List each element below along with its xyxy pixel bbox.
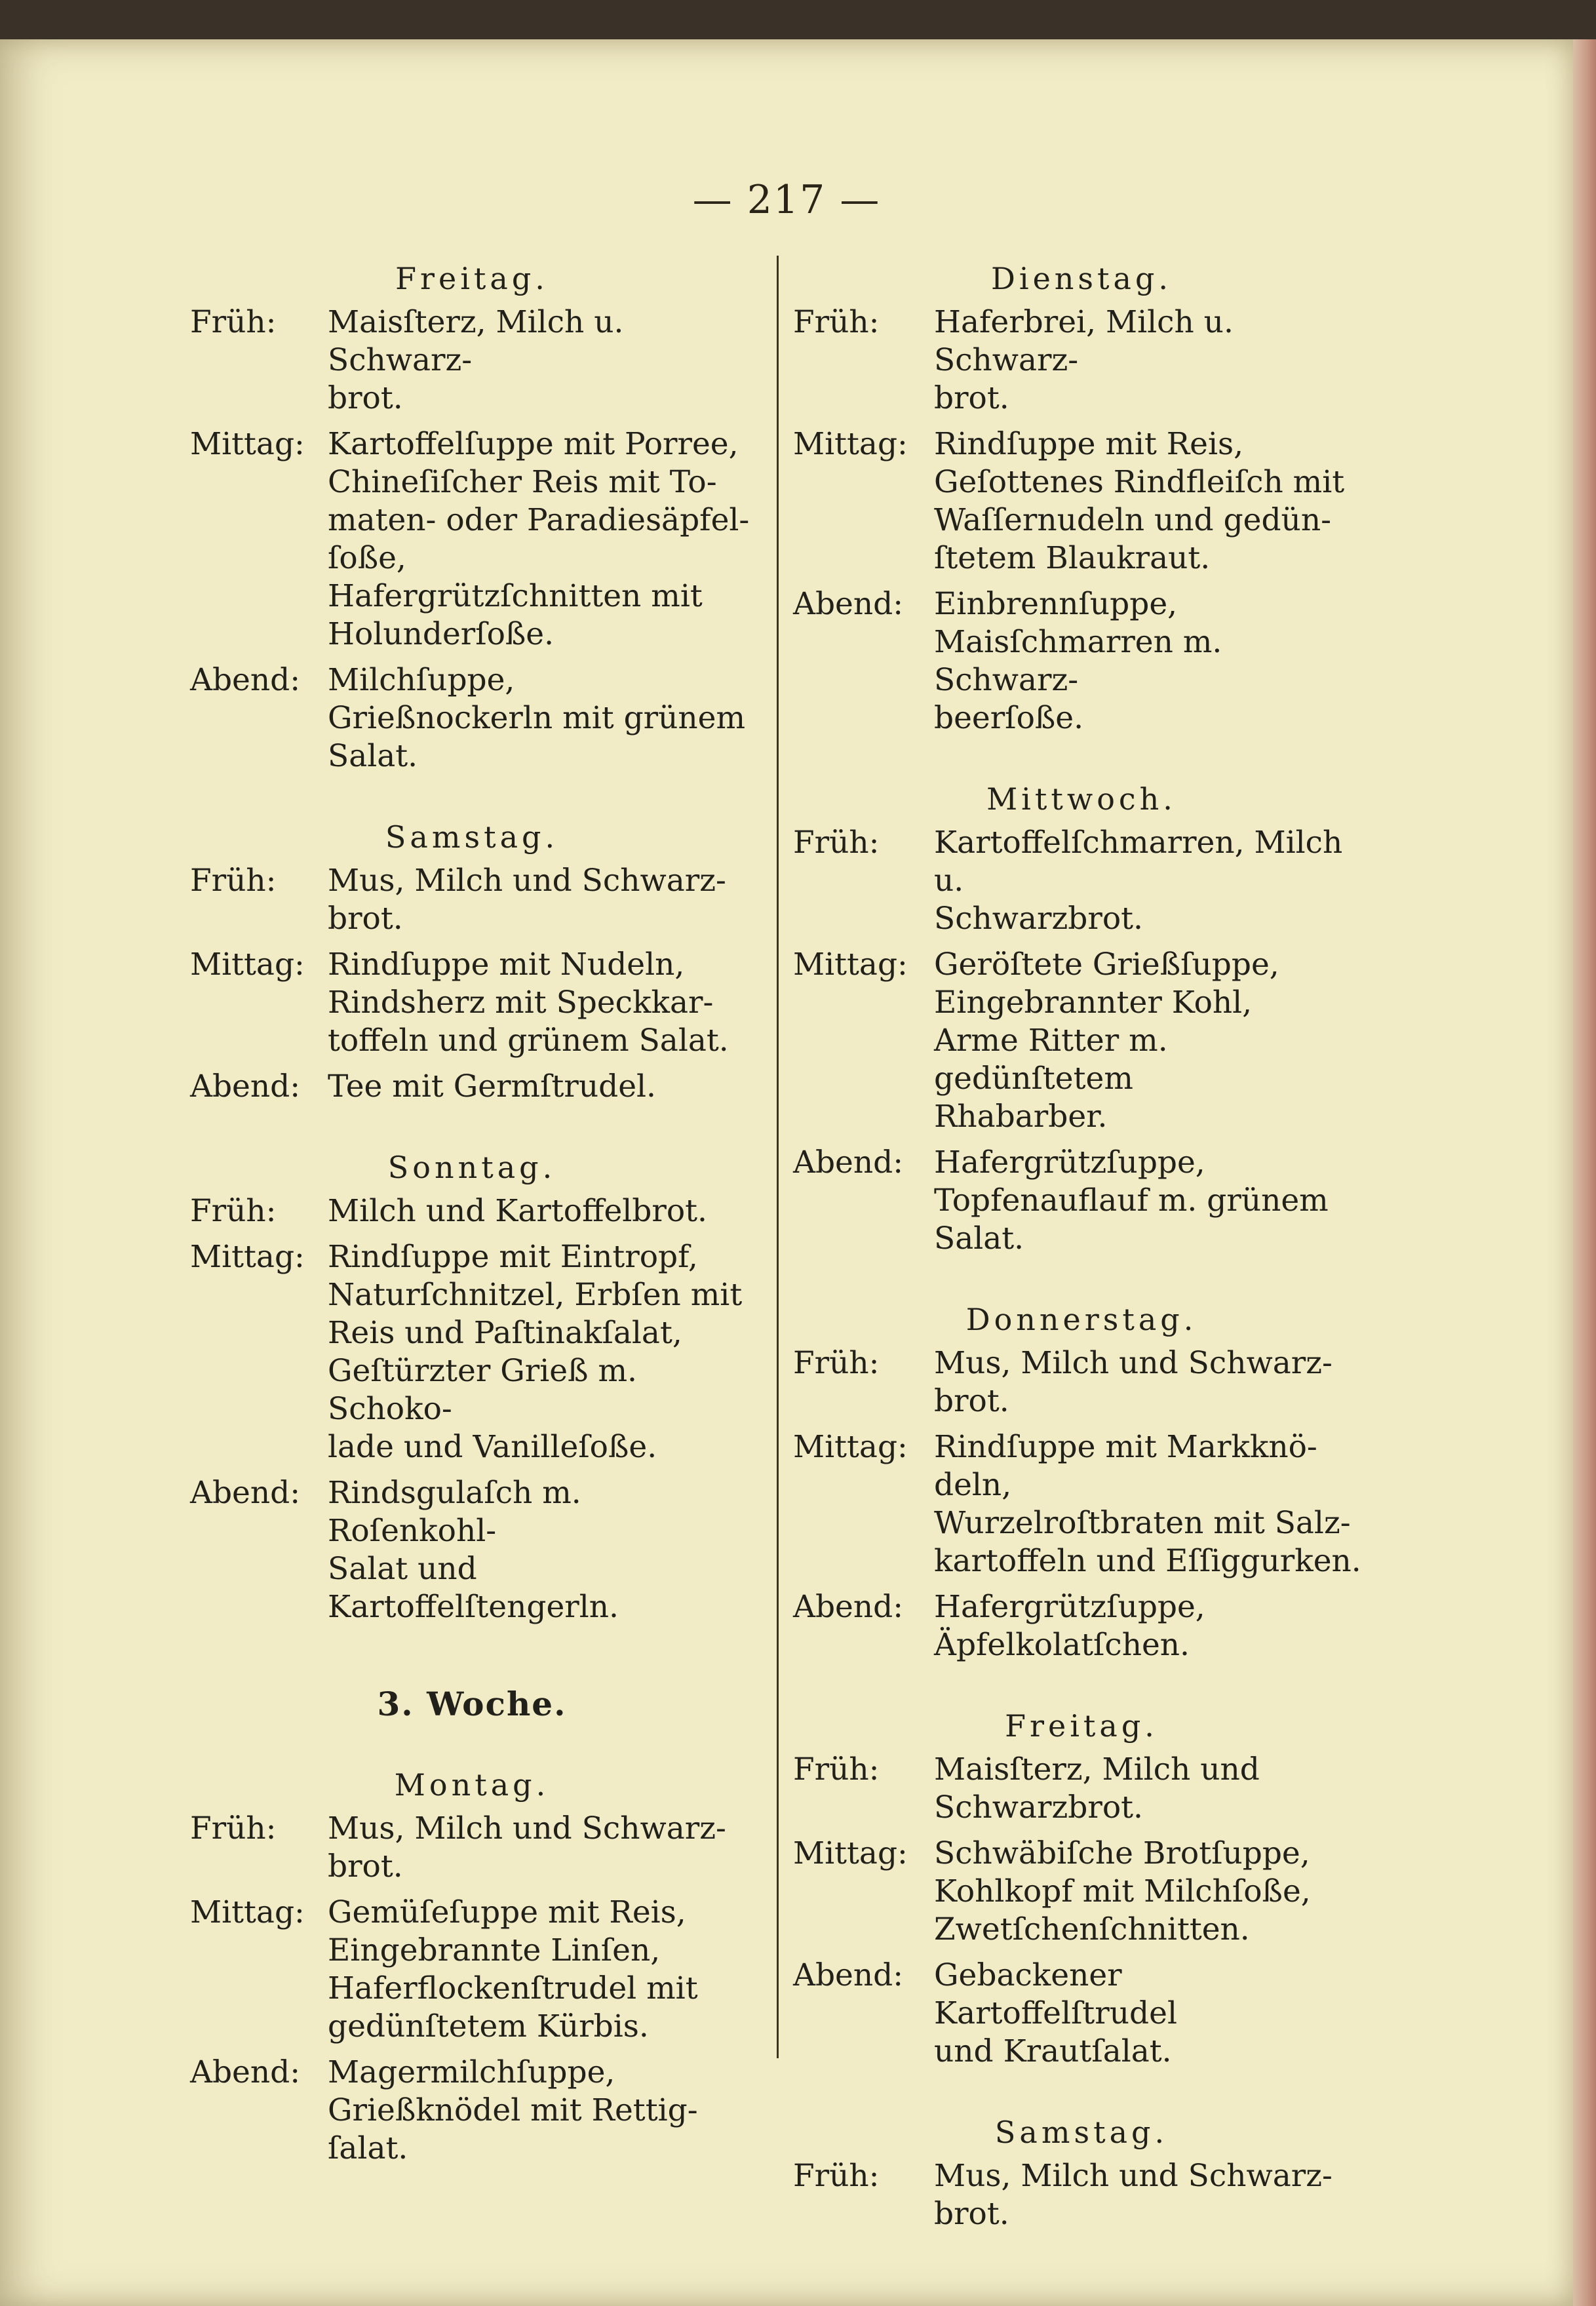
meal-entry <box>793 824 1370 938</box>
meal-dishes: Tee mit Germſtrudel. <box>328 1068 656 1104</box>
meal-entry <box>793 585 1370 737</box>
meal-label: Früh: <box>793 1751 880 1788</box>
meal-label: Früh: <box>190 863 277 899</box>
meal-entry <box>793 1344 1370 1420</box>
column-divider <box>777 256 779 2058</box>
meal-dishes: Einbrennſuppe, Maisſchmarren m. Schwarz- beerſoße. <box>934 586 1222 736</box>
meal-dishes: Rindſuppe mit Reis, Geſottenes Rindfleiſch mit Waſſernudeln und gedün- ſtetem Blaukraut. <box>934 426 1345 576</box>
meal-entry <box>190 1192 754 1230</box>
meal-entry <box>793 303 1370 418</box>
meal-dishes: Mus, Milch und Schwarz- brot. <box>934 1345 1333 1419</box>
meal-entry <box>190 1894 754 2046</box>
meal-label: Abend: <box>190 662 301 698</box>
meal-entry <box>190 1238 754 1466</box>
meal-entry <box>793 1957 1370 2071</box>
meal-label: Mittag: <box>793 947 908 983</box>
day-heading: Samstag. <box>385 819 559 855</box>
day-heading: Sonntag. <box>387 1150 556 1185</box>
meal-dishes: Maisſterz, Milch und Schwarzbrot. <box>934 1751 1260 1826</box>
section-gap <box>793 745 1370 779</box>
meal-dishes: Haferbrei, Milch u. Schwarz- brot. <box>934 304 1234 416</box>
meal-entry <box>190 425 754 654</box>
section-gap <box>793 1266 1370 1300</box>
meal-label: Früh: <box>793 1345 880 1381</box>
meal-label: Früh: <box>793 304 880 340</box>
meal-entry <box>793 1835 1370 1949</box>
meal-label: Früh: <box>190 1810 277 1847</box>
page-edge <box>1573 39 1596 2306</box>
meal-label: Mittag: <box>793 1835 908 1871</box>
page-number: — 217 — <box>692 177 881 223</box>
section-gap <box>190 1731 754 1765</box>
meal-label: Mittag: <box>793 1429 908 1465</box>
meal-label: Früh: <box>793 825 880 861</box>
meal-dishes: Milch und Kartoffelbrot. <box>328 1193 707 1229</box>
meal-dishes: Rindſuppe mit Nudeln, Rindsherz mit Speckkar- toffeln und grünem Salat. <box>328 947 729 1059</box>
meal-dishes: Milchſuppe, Grießnockerln mit grünem Salat. <box>328 662 746 774</box>
day-heading: Freitag. <box>1005 1708 1158 1744</box>
meal-entry <box>190 1474 754 1626</box>
meal-dishes: Rindsgulaſch m. Roſenkohl- Salat und Kartoffelſtengerln. <box>328 1475 619 1625</box>
meal-label: Mittag: <box>190 426 305 462</box>
section-gap <box>793 2079 1370 2113</box>
meal-label: Abend: <box>793 586 904 622</box>
day-heading: Freitag. <box>395 261 549 296</box>
meal-dishes: Magermilchſuppe, Grießknödel mit Rettig- ſalat. <box>328 2054 698 2166</box>
meal-entry <box>190 946 754 1060</box>
meal-label: Abend: <box>190 1068 301 1104</box>
meal-label: Mittag: <box>190 947 305 983</box>
meal-dishes: Schwäbiſche Brotſuppe, Kohlkopf mit Milchſoße, Zwetſchenſchnitten. <box>934 1835 1311 1947</box>
meal-dishes: Mus, Milch und Schwarz- brot. <box>328 863 726 937</box>
meal-label: Abend: <box>190 2054 301 2090</box>
right-column <box>793 259 1370 2241</box>
meal-dishes: Gebackener Kartoffelſtrudel und Krautſalat. <box>934 1957 1177 2069</box>
meal-label: Abend: <box>190 1475 301 1511</box>
meal-label: Früh: <box>190 1193 277 1229</box>
meal-dishes: Mus, Milch und Schwarz- brot. <box>328 1810 726 1885</box>
meal-dishes: Maisſterz, Milch u. Schwarz- brot. <box>328 304 624 416</box>
week-heading: 3. Woche. <box>377 1685 567 1723</box>
meal-entry <box>793 1751 1370 1827</box>
meal-label: Abend: <box>793 1957 904 1993</box>
meal-dishes: Kartoffelſuppe mit Porree, Chineſiſcher Reis mit To- maten- oder Paradiesäpfel- ſoße, Hafergrützſchnitten mit Holunderſoße. <box>328 426 750 652</box>
meal-dishes: Kartoffelſchmarren, Milch u. Schwarzbrot. <box>934 825 1343 937</box>
meal-entry <box>793 425 1370 577</box>
meal-entry <box>190 661 754 775</box>
section-gap <box>190 1114 754 1148</box>
section-gap <box>190 1634 754 1668</box>
day-heading: Dienstag. <box>990 261 1173 296</box>
meal-dishes: Mus, Milch und Schwarz- brot. <box>934 2158 1333 2232</box>
meal-dishes: Hafergrützſuppe, Äpfelkolatſchen. <box>934 1589 1205 1663</box>
meal-label: Früh: <box>793 2158 880 2194</box>
meal-entry <box>190 862 754 938</box>
meal-entry <box>793 1428 1370 1580</box>
meal-entry <box>190 1810 754 1886</box>
meal-entry <box>793 2157 1370 2233</box>
meal-label: Abend: <box>793 1144 904 1181</box>
meal-entry <box>793 946 1370 1136</box>
meal-dishes: Hafergrützſuppe, Topfenauflauf m. grünem Salat. <box>934 1144 1329 1257</box>
meal-entry <box>190 303 754 418</box>
meal-dishes: Geröſtete Grießſuppe, Eingebrannter Kohl, Arme Ritter m. gedünſtetem Rhabarber. <box>934 947 1279 1135</box>
section-gap <box>793 1672 1370 1706</box>
meal-label: Mittag: <box>190 1239 305 1275</box>
meal-label: Abend: <box>793 1589 904 1625</box>
meal-label: Mittag: <box>793 426 908 462</box>
meal-dishes: Rindſuppe mit Eintropf, Naturſchnitzel, Erbſen mit Reis und Paſtinakſalat, Geſtürzter Grieß m. Schoko- lade und Vanilleſoße. <box>328 1239 743 1465</box>
meal-label: Mittag: <box>190 1894 305 1930</box>
day-heading: Samstag. <box>994 2115 1169 2150</box>
day-heading: Mittwoch. <box>986 781 1177 817</box>
meal-entry <box>793 1588 1370 1664</box>
meal-label: Früh: <box>190 304 277 340</box>
meal-entry <box>190 2054 754 2168</box>
day-heading: Montag. <box>394 1767 550 1803</box>
section-gap <box>190 783 754 817</box>
meal-entry <box>793 1144 1370 1258</box>
day-heading: Donnerstag. <box>965 1302 1197 1337</box>
meal-entry <box>190 1068 754 1106</box>
meal-dishes: Rindſuppe mit Markknö- deln, Wurzelroſtbraten mit Salz- kartoffeln und Eſſiggurken. <box>934 1429 1361 1579</box>
left-column <box>190 259 754 2176</box>
meal-dishes: Gemüſeſuppe mit Reis, Eingebrannte Linſen, Haferflockenſtrudel mit gedünſtetem Kürbis. <box>328 1894 698 2044</box>
